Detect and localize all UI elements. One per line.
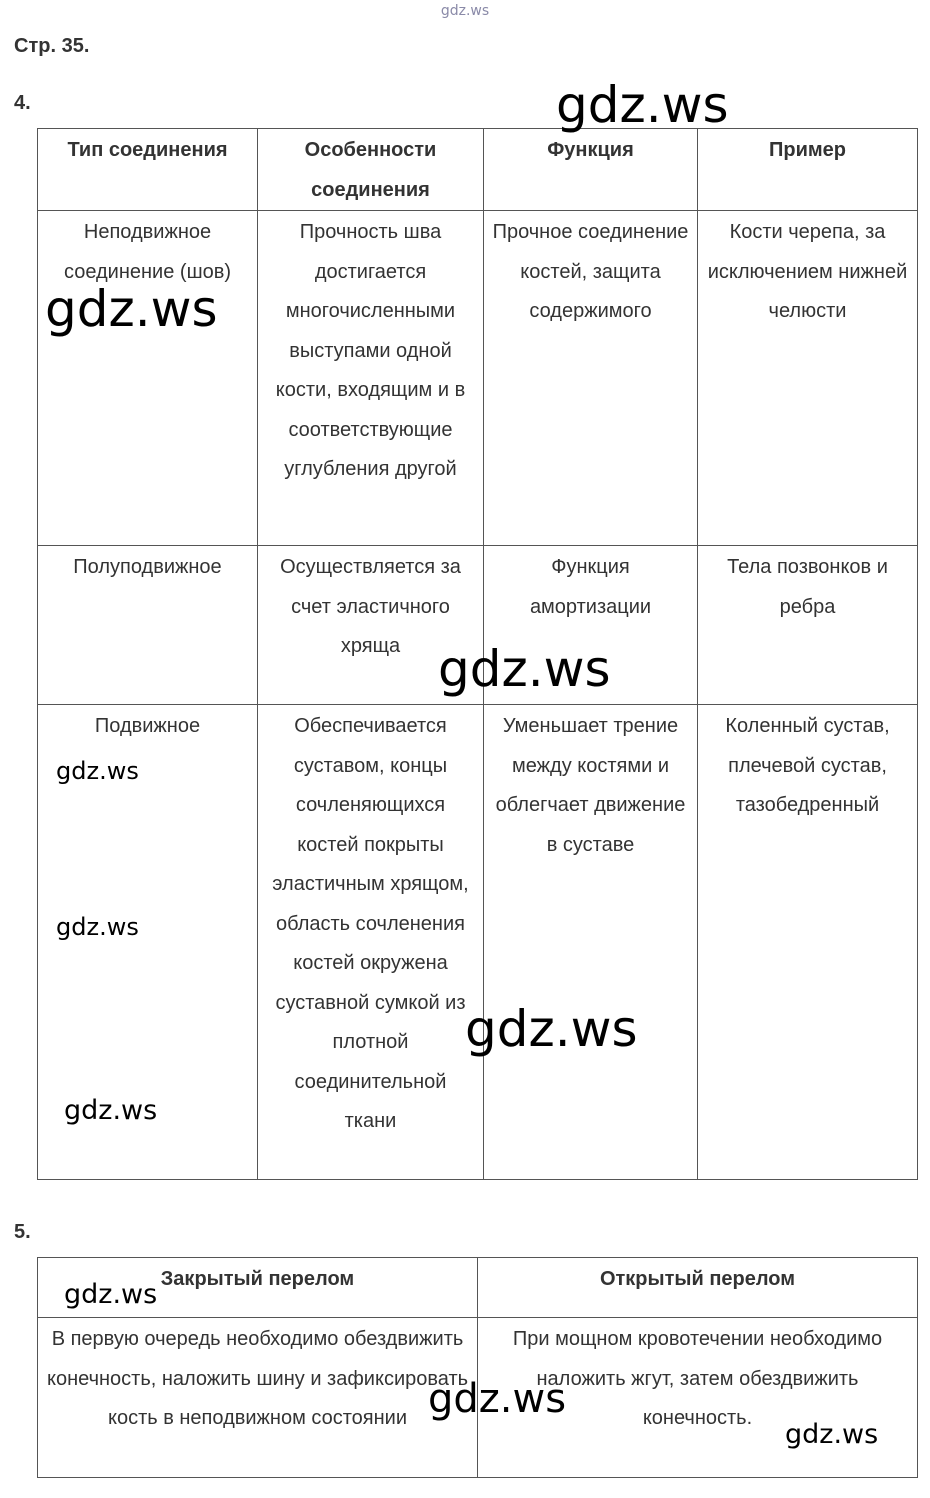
question-5-number: 5. [14, 1221, 31, 1243]
table-header-row [38, 129, 918, 211]
table-row [38, 705, 918, 1180]
top-site-watermark: gdz.ws [440, 3, 490, 19]
column-header-type: Тип соединения [38, 129, 258, 211]
watermark: gdz.ws [64, 1279, 158, 1310]
table-cell: Полуподвижное [38, 546, 258, 705]
table-header-row [38, 1258, 918, 1318]
table-cell: Прочное соединение костей, защита содержимого [484, 211, 698, 546]
watermark: gdz.ws [56, 913, 139, 941]
question-4-number: 4. [14, 92, 31, 114]
watermark: gdz.ws [556, 76, 729, 134]
table-cell: Тела позвонков и ребра [698, 546, 918, 705]
watermark: gdz.ws [45, 280, 218, 338]
column-header-function: Функция [484, 129, 698, 211]
table-cell: Уменьшает трение между костями и облегчает движение в суставе [484, 705, 698, 1180]
column-header-closed-fracture: Закрытый перелом [38, 1258, 478, 1318]
table-cell: При мощном кровотечении необходимо наложить жгут, затем обездвижить конечность. [478, 1318, 918, 1478]
table-cell: В первую очередь необходимо обездвижить конечность, наложить шину и зафиксировать кость в неподвижном состоянии [38, 1318, 478, 1478]
watermark: gdz.ws [64, 1095, 158, 1126]
watermark: gdz.ws [56, 757, 139, 785]
table-cell: Осуществляется за счет эластичного хряща [258, 546, 484, 705]
table-cell: Функция амортизации [484, 546, 698, 705]
table-cell: Обеспечивается суставом, концы сочленяющихся костей покрыты эластичным хрящом, область сочленения костей окружена суставной сумкой из плотной соединительной ткани [258, 705, 484, 1180]
table-cell: Коленный сустав, плечевой сустав, тазобедренный [698, 705, 918, 1180]
table-cell: Подвижное [38, 705, 258, 1180]
watermark: gdz.ws [438, 640, 611, 698]
column-header-open-fracture: Открытый перелом [478, 1258, 918, 1318]
watermark: gdz.ws [785, 1419, 879, 1450]
table-cell: Кости черепа, за исключением нижней челюсти [698, 211, 918, 546]
column-header-example: Пример [698, 129, 918, 211]
column-header-features: Особенности соединения [258, 129, 484, 211]
table-row [38, 211, 918, 546]
watermark: gdz.ws [428, 1376, 567, 1422]
table-cell: Неподвижное соединение (шов) [38, 211, 258, 546]
watermark: gdz.ws [465, 1000, 638, 1058]
table-cell: Прочность шва достигается многочисленными выступами одной кости, входящим и в соответствующие углубления другой [258, 211, 484, 546]
page-label: Стр. 35. [14, 35, 90, 57]
